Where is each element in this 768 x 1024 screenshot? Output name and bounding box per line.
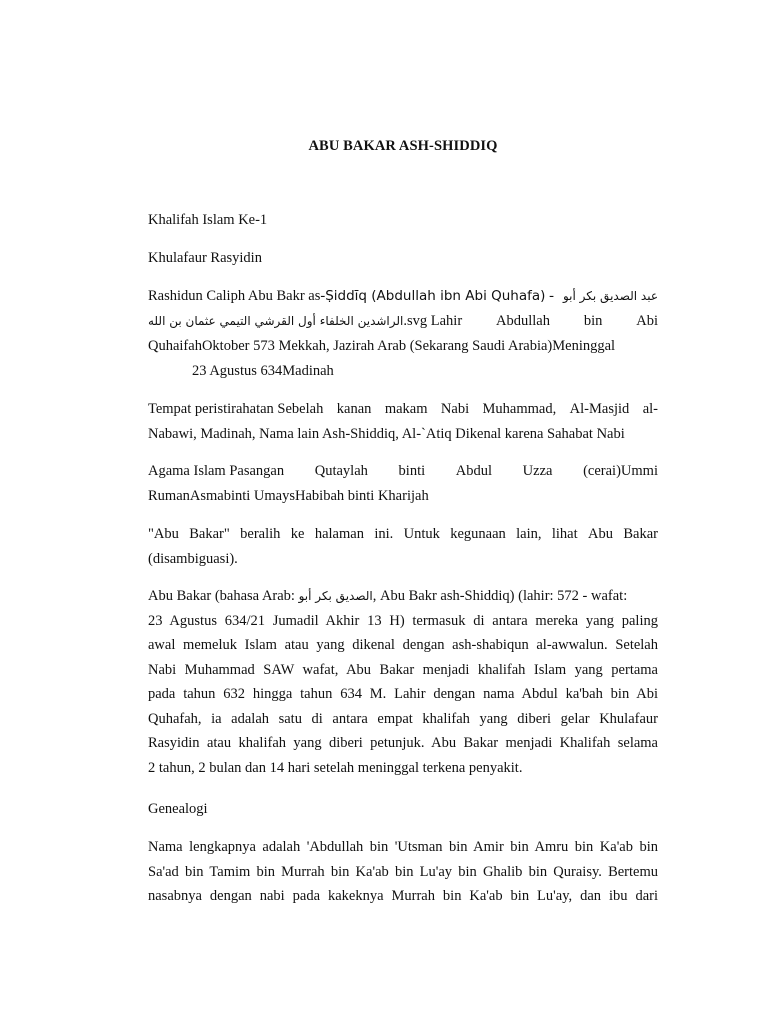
- text-line: Nabawi, Madinah, Nama lain Ash-Shiddiq, Al-`Atiq Dikenal karena Sahabat Nabi: [148, 425, 625, 442]
- text-fragment: [148, 309, 462, 334]
- word: Abdul: [455, 463, 493, 479]
- word: binti: [398, 463, 426, 479]
- paragraph-genealogi-heading: [148, 797, 658, 822]
- text-line: (disambiguasi).: [148, 550, 238, 567]
- paragraph-khulafaur: [148, 246, 658, 271]
- document-page: [148, 0, 658, 1024]
- text-line: [148, 309, 658, 334]
- word: Uzza: [522, 463, 553, 479]
- word: halaman: [314, 526, 364, 542]
- word: .svg Lahir: [403, 312, 463, 329]
- text-line: QuhaifahOktober 573 Mekkah, Jazirah Arab (Sekarang Saudi Arabia)Meninggal: [148, 338, 616, 354]
- word: "Abu: [148, 526, 179, 542]
- word: beralih: [240, 526, 281, 542]
- word: Nabi: [440, 401, 470, 417]
- text-line: [148, 459, 658, 484]
- word: lain,: [516, 526, 542, 542]
- text-line: Rasyidin atau khalifah yang diberi petunjuk. Abu Bakar menjadi Khalifah selama: [148, 735, 658, 751]
- word: Bakar": [189, 526, 230, 542]
- word: Al-Masjid: [569, 401, 630, 417]
- text-line: [148, 397, 658, 422]
- paragraph-disambiguation: [148, 522, 658, 571]
- text-line: Sa'ad bin Tamim bin Murrah bin Ka'ab bin Lu'ay bin Ghalib bin Quraisy. Bertemu: [148, 863, 658, 880]
- arabic-text: الراشدين الخلفاء أول القرشي التيمي عثمان بن الله: [148, 313, 404, 328]
- text-line: 2 tahun, 2 bulan dan 14 hari setelah meninggal terkena penyakit.: [148, 759, 523, 776]
- text-fragment: [148, 284, 554, 309]
- paragraph-khalifah: [148, 208, 658, 233]
- text-line: nasabnya dengan nabi pada kakeknya Murrah bin Ka'ab bin Lu'ay, dan ibu dari: [148, 888, 658, 904]
- word: Qutaylah: [314, 463, 368, 479]
- text-line: Nama lengkapnya adalah 'Abdullah bin 'Utsman bin Amir bin Amru bin Ka'ab bin: [148, 839, 658, 855]
- word: Abu: [588, 526, 613, 542]
- word: Abdullah: [496, 312, 550, 329]
- word: lihat: [551, 526, 578, 542]
- text-line: RumanAsmabinti UmaysHabibah binti Kharijah: [148, 487, 429, 504]
- text-line: awal memeluk Islam atau yang dikenal dengan ash-shabiqun al-awwalun. Setelah: [148, 637, 658, 653]
- text-line: [148, 284, 658, 309]
- text-fragment: [148, 584, 627, 609]
- text-fragment: Abu Bakar (bahasa Arab:: [148, 588, 299, 604]
- page-title: ABU BAKAR ASH-SHIDDIQ: [308, 138, 498, 154]
- paragraph-burial: [148, 397, 658, 446]
- text-line: 23 Agustus 634/21 Jumadil Akhir 13 H) termasuk di antara mereka yang paling: [148, 612, 658, 629]
- word: kegunaan: [450, 526, 506, 542]
- paragraph-religion: [148, 459, 658, 508]
- word: Agama Islam Pasangan: [148, 463, 285, 479]
- section-heading: Genealogi: [148, 801, 208, 817]
- text-line: Khalifah Islam Ke-1: [148, 212, 268, 228]
- arabic-text: الصديق بكر أبو: [298, 589, 373, 603]
- text-line: 23 Agustus 634Madinah: [192, 362, 334, 379]
- word: ini.: [374, 526, 394, 542]
- word: kanan: [336, 401, 372, 417]
- word: (cerai)Ummi: [583, 463, 658, 479]
- text-line: Quhafah, ia adalah satu di antara empat khalifah yang diberi gelar Khulafaur: [148, 710, 658, 727]
- text-line: pada tahun 632 hingga tahun 634 M. Lahir dengan nama Abdul ka'bah bin Abi: [148, 686, 658, 702]
- word: ke: [290, 526, 305, 542]
- paragraph-genealogi: [148, 835, 658, 909]
- word: Muhammad,: [482, 401, 557, 417]
- word: bin: [583, 312, 603, 329]
- text-line: [148, 584, 658, 609]
- word: Bakar: [623, 526, 658, 542]
- word: Tempat peristirahatan Sebelah: [148, 401, 324, 417]
- word: Abi: [636, 312, 658, 329]
- text-fragment: -: [545, 288, 554, 304]
- text-line: Khulafaur Rasyidin: [148, 250, 262, 266]
- text-line: [148, 522, 658, 547]
- paragraph-abu-bakar: [148, 584, 658, 780]
- word: al-: [642, 401, 658, 417]
- text-fragment: , Abu Bakr ash-Shiddiq) (lahir: 572 - wafat:: [372, 588, 628, 604]
- transliteration-text: Ṣiddīq (Abdullah ibn Abi Quhafa): [325, 288, 546, 304]
- word: makam: [384, 401, 428, 417]
- word: Untuk: [403, 526, 440, 542]
- text-fragment: Rashidun Caliph Abu Bakr as-: [148, 288, 326, 304]
- text-line: Nabi Muhammad SAW wafat, Abu Bakar menjadi khalifah Islam yang pertama: [148, 661, 658, 678]
- paragraph-infobox: [148, 284, 658, 383]
- arabic-text: عبد الصديق بكر أبو: [562, 289, 658, 303]
